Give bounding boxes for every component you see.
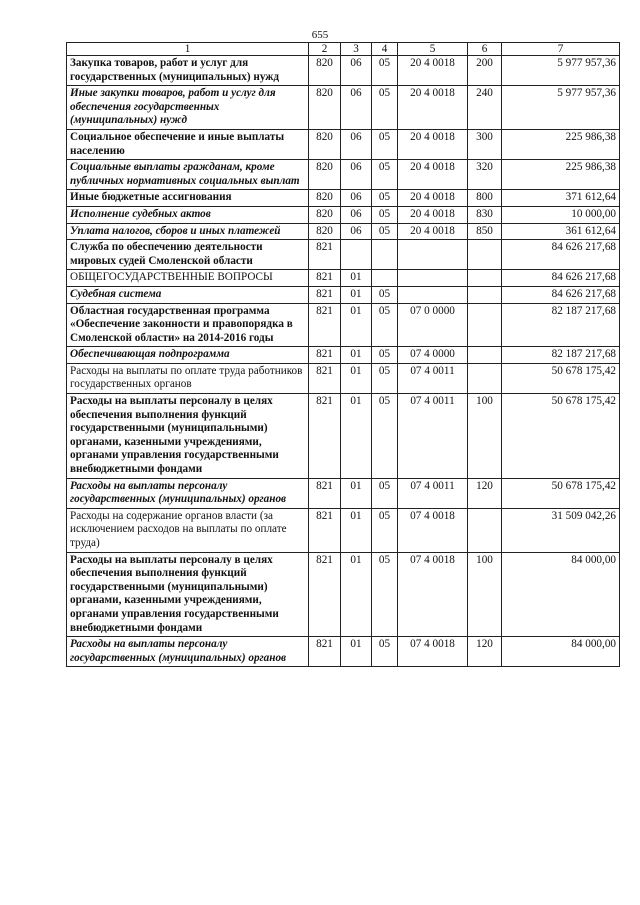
- ministry-code: 821: [309, 394, 341, 479]
- header-col-4: 4: [372, 43, 398, 56]
- section-code: 01: [341, 478, 372, 508]
- section-code: 06: [341, 160, 372, 190]
- header-col-5: 5: [398, 43, 468, 56]
- amount: 50 678 175,42: [502, 478, 620, 508]
- expense-type-code: 800: [468, 190, 502, 207]
- table-row: [67, 160, 620, 190]
- expense-type-code: [468, 508, 502, 552]
- section-code: 01: [341, 347, 372, 364]
- header-col-6: 6: [468, 43, 502, 56]
- table-row: [67, 303, 620, 347]
- table-row: [67, 223, 620, 240]
- item-name: Расходы на выплаты персоналу в целях обеспечения выполнения функций государственными (муниципальными) органами, казенными учреждениями, органами управления государственными внебюджетными фондами: [67, 394, 309, 479]
- target-article-code: 07 4 0011: [398, 363, 468, 393]
- item-name: Расходы на выплаты персоналу в целях обеспечения выполнения функций государственными (муниципальными) органами, казенными учреждениями, органами управления государственными внебюджетными фондами: [67, 552, 309, 637]
- target-article-code: [398, 240, 468, 270]
- subsection-code: 05: [372, 206, 398, 223]
- item-name: Обеспечивающая подпрограмма: [67, 347, 309, 364]
- expense-type-code: [468, 270, 502, 287]
- item-name: Судебная система: [67, 286, 309, 303]
- ministry-code: 821: [309, 347, 341, 364]
- subsection-code: 05: [372, 86, 398, 130]
- amount: 371 612,64: [502, 190, 620, 207]
- target-article-code: [398, 286, 468, 303]
- ministry-code: 821: [309, 552, 341, 637]
- section-code: 06: [341, 223, 372, 240]
- header-col-3: 3: [341, 43, 372, 56]
- expense-type-code: [468, 286, 502, 303]
- item-name: Исполнение судебных актов: [67, 206, 309, 223]
- table-row: [67, 552, 620, 637]
- table-row: [67, 508, 620, 552]
- target-article-code: 07 4 0018: [398, 552, 468, 637]
- amount: 5 977 957,36: [502, 56, 620, 86]
- target-article-code: 07 0 0000: [398, 303, 468, 347]
- ministry-code: 821: [309, 240, 341, 270]
- section-code: 01: [341, 637, 372, 667]
- header-row: [67, 43, 620, 56]
- subsection-code: 05: [372, 478, 398, 508]
- ministry-code: 821: [309, 637, 341, 667]
- amount: 82 187 217,68: [502, 347, 620, 364]
- item-name: ОБЩЕГОСУДАРСТВЕННЫЕ ВОПРОСЫ: [67, 270, 309, 287]
- target-article-code: 20 4 0018: [398, 56, 468, 86]
- item-name: Областная государственная программа «Обеспечение законности и правопорядка в Смоленской области» на 2014-2016 годы: [67, 303, 309, 347]
- amount: 50 678 175,42: [502, 394, 620, 479]
- ministry-code: 821: [309, 286, 341, 303]
- subsection-code: 05: [372, 160, 398, 190]
- amount: 84 000,00: [502, 637, 620, 667]
- ministry-code: 821: [309, 508, 341, 552]
- expense-type-code: 120: [468, 637, 502, 667]
- subsection-code: 05: [372, 56, 398, 86]
- subsection-code: 05: [372, 223, 398, 240]
- subsection-code: 05: [372, 552, 398, 637]
- target-article-code: 20 4 0018: [398, 160, 468, 190]
- target-article-code: 20 4 0018: [398, 129, 468, 159]
- target-article-code: 07 4 0018: [398, 508, 468, 552]
- subsection-code: 05: [372, 394, 398, 479]
- target-article-code: 07 4 0000: [398, 347, 468, 364]
- target-article-code: 20 4 0018: [398, 86, 468, 130]
- item-name: Служба по обеспечению деятельности мировых судей Смоленской области: [67, 240, 309, 270]
- amount: 361 612,64: [502, 223, 620, 240]
- ministry-code: 821: [309, 363, 341, 393]
- amount: 31 509 042,26: [502, 508, 620, 552]
- item-name: Закупка товаров, работ и услуг для государственных (муниципальных) нужд: [67, 56, 309, 86]
- page-number: 655: [311, 29, 329, 41]
- expense-type-code: 830: [468, 206, 502, 223]
- expense-type-code: 240: [468, 86, 502, 130]
- ministry-code: 820: [309, 160, 341, 190]
- table-row: [67, 347, 620, 364]
- ministry-code: 820: [309, 86, 341, 130]
- item-name: Иные закупки товаров, работ и услуг для обеспечения государственных (муниципальных) нужд: [67, 86, 309, 130]
- target-article-code: 07 4 0011: [398, 478, 468, 508]
- expense-type-code: 100: [468, 552, 502, 637]
- subsection-code: 05: [372, 363, 398, 393]
- table-row: [67, 56, 620, 86]
- item-name: Расходы на выплаты персоналу государственных (муниципальных) органов: [67, 478, 309, 508]
- item-name: Иные бюджетные ассигнования: [67, 190, 309, 207]
- section-code: 06: [341, 190, 372, 207]
- subsection-code: 05: [372, 347, 398, 364]
- target-article-code: 20 4 0018: [398, 223, 468, 240]
- ministry-code: 821: [309, 270, 341, 287]
- table-row: [67, 637, 620, 667]
- amount: 84 626 217,68: [502, 270, 620, 287]
- amount: 10 000,00: [502, 206, 620, 223]
- subsection-code: 05: [372, 129, 398, 159]
- table-row: [67, 363, 620, 393]
- section-code: 06: [341, 129, 372, 159]
- subsection-code: 05: [372, 637, 398, 667]
- table-row: [67, 394, 620, 479]
- subsection-code: [372, 240, 398, 270]
- amount: 225 986,38: [502, 160, 620, 190]
- header-col-2: 2: [309, 43, 341, 56]
- subsection-code: 05: [372, 303, 398, 347]
- section-code: 01: [341, 286, 372, 303]
- section-code: 01: [341, 363, 372, 393]
- subsection-code: 05: [372, 508, 398, 552]
- table-row: [67, 270, 620, 287]
- expense-type-code: 320: [468, 160, 502, 190]
- expense-type-code: [468, 303, 502, 347]
- expense-type-code: 120: [468, 478, 502, 508]
- section-code: 06: [341, 206, 372, 223]
- item-name: Расходы на выплаты по оплате труда работников государственных органов: [67, 363, 309, 393]
- expense-type-code: [468, 347, 502, 364]
- section-code: 01: [341, 303, 372, 347]
- section-code: 01: [341, 270, 372, 287]
- ministry-code: 821: [309, 478, 341, 508]
- section-code: 01: [341, 394, 372, 479]
- item-name: Социальное обеспечение и иные выплаты населению: [67, 129, 309, 159]
- section-code: 06: [341, 56, 372, 86]
- target-article-code: 07 4 0011: [398, 394, 468, 479]
- amount: 84 626 217,68: [502, 240, 620, 270]
- subsection-code: 05: [372, 286, 398, 303]
- item-name: Социальные выплаты гражданам, кроме публичных нормативных социальных выплат: [67, 160, 309, 190]
- expense-type-code: 200: [468, 56, 502, 86]
- budget-table: [66, 42, 620, 667]
- ministry-code: 820: [309, 190, 341, 207]
- ministry-code: 821: [309, 303, 341, 347]
- table-row: [67, 86, 620, 130]
- subsection-code: 05: [372, 190, 398, 207]
- subsection-code: [372, 270, 398, 287]
- table-row: [67, 240, 620, 270]
- item-name: Уплата налогов, сборов и иных платежей: [67, 223, 309, 240]
- expense-type-code: [468, 240, 502, 270]
- header-col-7: 7: [502, 43, 620, 56]
- ministry-code: 820: [309, 206, 341, 223]
- header-col-1: 1: [67, 43, 309, 56]
- amount: 225 986,38: [502, 129, 620, 159]
- table-row: [67, 478, 620, 508]
- ministry-code: 820: [309, 56, 341, 86]
- section-code: 01: [341, 508, 372, 552]
- amount: 84 626 217,68: [502, 286, 620, 303]
- target-article-code: [398, 270, 468, 287]
- table-row: [67, 190, 620, 207]
- amount: 84 000,00: [502, 552, 620, 637]
- target-article-code: 20 4 0018: [398, 206, 468, 223]
- table-row: [67, 129, 620, 159]
- expense-type-code: 100: [468, 394, 502, 479]
- table-row: [67, 286, 620, 303]
- target-article-code: 07 4 0018: [398, 637, 468, 667]
- expense-type-code: [468, 363, 502, 393]
- expense-type-code: 300: [468, 129, 502, 159]
- amount: 50 678 175,42: [502, 363, 620, 393]
- expense-type-code: 850: [468, 223, 502, 240]
- item-name: Расходы на выплаты персоналу государственных (муниципальных) органов: [67, 637, 309, 667]
- amount: 5 977 957,36: [502, 86, 620, 130]
- amount: 82 187 217,68: [502, 303, 620, 347]
- table-row: [67, 206, 620, 223]
- section-code: [341, 240, 372, 270]
- item-name: Расходы на содержание органов власти (за исключением расходов на выплаты по оплате труда): [67, 508, 309, 552]
- section-code: 01: [341, 552, 372, 637]
- ministry-code: 820: [309, 223, 341, 240]
- ministry-code: 820: [309, 129, 341, 159]
- section-code: 06: [341, 86, 372, 130]
- target-article-code: 20 4 0018: [398, 190, 468, 207]
